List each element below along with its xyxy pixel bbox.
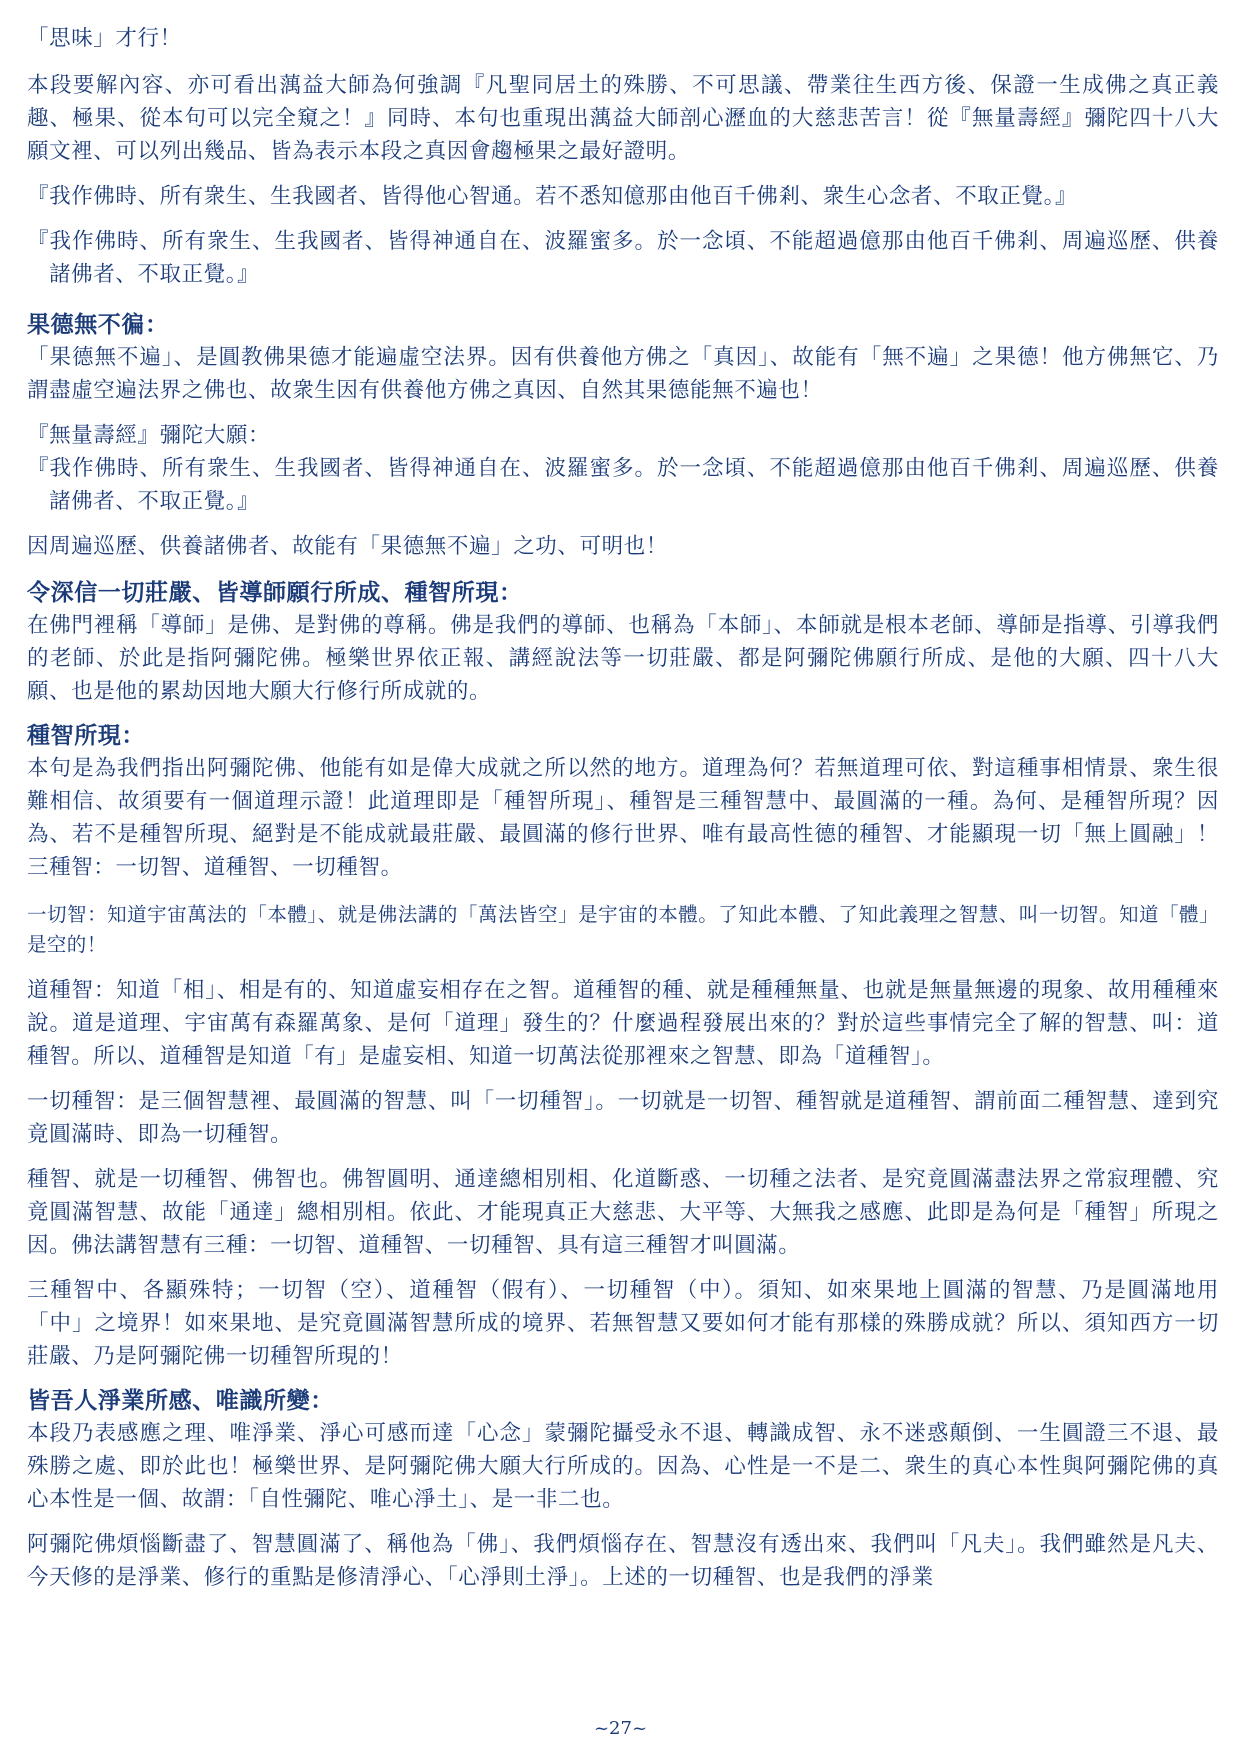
paragraph: 「思味」才行！ (27, 26, 182, 51)
paragraph: 道種智：知道「相」、相是有的、知道虛妄相存在之智。道種智的種、就是種種無量、也就是無量無邊的現象、故用種種來說。道是道理、宇宙萬有森羅萬象、是何「道理」發生的？什麼過程發展出來的？對於這些事情完全了解的智慧、叫：道種智。所以、道種智是知道「有」是虛妄相、知道一切萬法從那裡來之智慧、即為「道種智」。 (27, 978, 1219, 1069)
paragraph: 本段乃表感應之理、唯淨業、淨心可感而達「心念」蒙彌陀攝受永不退、轉識成智、永不迷惑顛倒、一生圓證三不退、最殊勝之處、即於此也！極樂世界、是阿彌陀佛大願大行所成的。因為、心性是一不是二、衆生的真心本性與阿彌陀佛的真心本性是一個、故謂：「自性彌陀、唯心淨土」、是一非二也。 (27, 1421, 1219, 1512)
section-heading: 皆吾人淨業所感、唯識所變： (27, 1388, 334, 1414)
sutra-quote: 『我作佛時、所有衆生、生我國者、皆得神通自在、波羅蜜多。於一念頃、不能超過億那由他百千佛剎、周遍巡歷、供養諸佛者、不取正覺。』 (27, 229, 1219, 287)
sutra-quote: 『我作佛時、所有衆生、生我國者、皆得神通自在、波羅蜜多。於一念頃、不能超過億那由他百千佛剎、周遍巡歷、供養諸佛者、不取正覺。』 (27, 456, 1219, 514)
paragraph: 因周遍巡歷、供養諸佛者、故能有「果德無不遍」之功、可明也！ (27, 534, 668, 559)
section-heading: 果德無不徧： (27, 312, 169, 338)
page-number: ~27~ (593, 1718, 648, 1739)
sutra-quote: 『我作佛時、所有衆生、生我國者、皆得他心智通。若不悉知億那由他百千佛剎、衆生心念者、不取正覺。』 (27, 184, 1078, 209)
document-body (27, 22, 1219, 1594)
section-heading: 令深信一切莊嚴、皆導師願行所成、種智所現： (27, 580, 523, 606)
paragraph: 在佛門裡稱「導師」是佛、是對佛的尊稱。佛是我們的導師、也稱為「本師」、本師就是根本老師、導師是指導、引導我們的老師、於此是指阿彌陀佛。極樂世界依正報、講經說法等一切莊嚴、都是阿彌陀佛願行所成、是他的大願、四十八大願、也是他的累劫因地大願大行修行所成就的。 (27, 613, 1219, 704)
paragraph: 本句是為我們指出阿彌陀佛、他能有如是偉大成就之所以然的地方。道理為何？若無道理可依、對這種事相情景、衆生很難相信、故須要有一個道理示證！此道理即是「種智所現」、種智是三種智慧中、最圓滿的一種。為何、是種智所現？因為、若不是種智所現、絕對是不能成就最莊嚴、最圓滿的修行世界、唯有最高性德的種智、才能顯現一切「無上圓融」！三種智：一切智、道種智、一切種智。 (27, 756, 1219, 880)
paragraph: 阿彌陀佛煩惱斷盡了、智慧圓滿了、稱他為「佛」、我們煩惱存在、智慧沒有透出來、我們叫「凡夫」。我們雖然是凡夫、今天修的是淨業、修行的重點是修清淨心、「心淨則土淨」。上述的一切種智、也是我們的淨業 (27, 1532, 1219, 1590)
paragraph: 一切智：知道宇宙萬法的「本體」、就是佛法講的「萬法皆空」是宇宙的本體。了知此本體、了知此義理之智慧、叫一切智。知道「體」是空的！ (27, 903, 1219, 956)
paragraph: 『無量壽經』彌陀大願： (27, 423, 271, 448)
paragraph: 本段要解內容、亦可看出蕅益大師為何強調『凡聖同居土的殊勝、不可思議、帶業往生西方後、保證一生成佛之真正義趣、極果、從本句可以完全窺之！』同時、本句也重現出蕅益大師剖心瀝血的大慈悲苦言！從『無量壽經』彌陀四十八大願文裡、可以列出幾品、皆為表示本段之真因會趨極果之最好證明。 (27, 73, 1219, 164)
paragraph: 「果德無不遍」、是圓教佛果德才能遍虛空法界。因有供養他方佛之「真因」、故能有「無不遍」之果德！他方佛無它、乃謂盡虛空遍法界之佛也、故衆生因有供養他方佛之真因、自然其果德能無不遍也！ (27, 345, 1219, 403)
paragraph: 一切種智：是三個智慧裡、最圓滿的智慧、叫「一切種智」。一切就是一切智、種智就是道種智、謂前面二種智慧、達到究竟圓滿時、即為一切種智。 (27, 1089, 1219, 1147)
section-heading: 種智所現： (27, 723, 145, 749)
paragraph: 種智、就是一切種智、佛智也。佛智圓明、通達總相別相、化道斷惑、一切種之法者、是究竟圓滿盡法界之常寂理體、究竟圓滿智慧、故能「通達」總相別相。依此、才能現真正大慈悲、大平等、大無我之感應、此即是為何是「種智」所現之因。佛法講智慧有三種：一切智、道種智、一切種智、具有這三種智才叫圓滿。 (27, 1167, 1219, 1258)
paragraph: 三種智中、各顯殊特；一切智（空）、道種智（假有）、一切種智（中）。須知、如來果地上圓滿的智慧、乃是圓滿地用「中」之境界！如來果地、是究竟圓滿智慧所成的境界、若無智慧又要如何才能有那樣的殊勝成就？所以、須知西方一切莊嚴、乃是阿彌陀佛一切種智所現的！ (27, 1278, 1219, 1369)
